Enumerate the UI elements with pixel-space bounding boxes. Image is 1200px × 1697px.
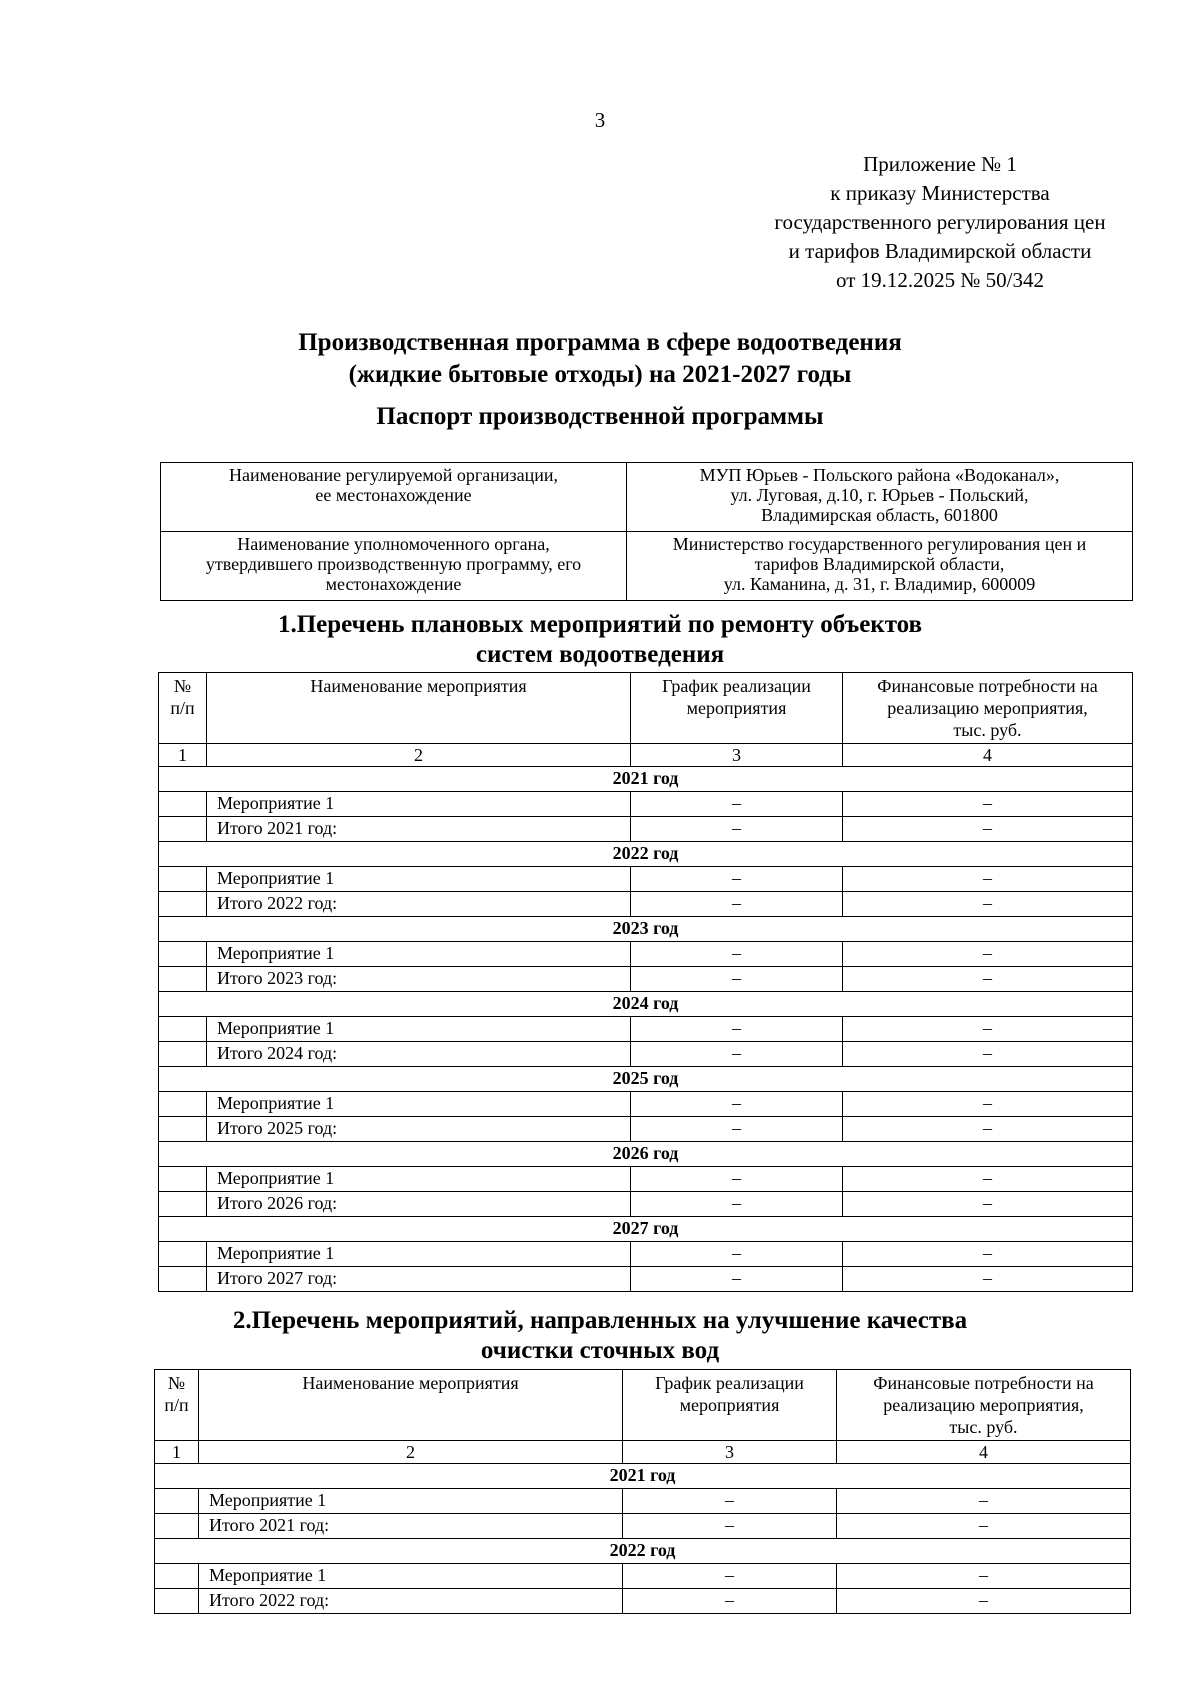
header-schedule-line: График реализации	[655, 1373, 804, 1393]
row-schedule-cell: –	[631, 817, 843, 842]
row-num-cell	[155, 1589, 199, 1614]
section2-title	[0, 1306, 1200, 1366]
row-num-cell	[159, 1242, 207, 1267]
passport-label-cell	[161, 463, 627, 532]
row-num-cell	[159, 1267, 207, 1292]
row-finance-cell: –	[843, 867, 1133, 892]
header-num-line: №	[173, 676, 192, 696]
year-cell: 2026 год	[159, 1142, 1133, 1167]
passport-value-line: ул. Луговая, д.10, г. Юрьев - Польский,	[730, 485, 1029, 505]
row-finance-cell: –	[837, 1564, 1131, 1589]
section1-table	[158, 672, 1133, 1292]
table-row	[155, 1589, 1131, 1614]
row-name-cell: Итого 2026 год:	[207, 1192, 631, 1217]
row-name-cell: Мероприятие 1	[207, 1017, 631, 1042]
table-row	[159, 1192, 1133, 1217]
row-num-cell	[159, 1042, 207, 1067]
row-num-cell	[159, 942, 207, 967]
row-schedule-cell: –	[631, 1117, 843, 1142]
year-row	[159, 1067, 1133, 1092]
row-schedule-cell: –	[631, 1192, 843, 1217]
passport-value-line: МУП Юрьев - Польского района «Водоканал»,	[699, 465, 1060, 485]
row-name-cell: Итого 2021 год:	[199, 1514, 623, 1539]
row-schedule-cell: –	[631, 1242, 843, 1267]
table-row	[159, 942, 1133, 967]
column-number-cell: 3	[631, 744, 843, 767]
passport-label-cell	[161, 532, 627, 601]
year-row	[159, 1217, 1133, 1242]
passport-row	[161, 532, 1133, 601]
appendix-line: от 19.12.2025 № 50/342	[835, 268, 1045, 292]
row-finance-cell: –	[843, 967, 1133, 992]
column-numbers-row	[159, 744, 1133, 767]
header-name-cell: Наименование мероприятия	[207, 673, 631, 744]
table-row	[155, 1514, 1131, 1539]
passport-value-line: Министерство государственного регулирования цен и	[672, 534, 1087, 554]
year-row	[159, 917, 1133, 942]
year-cell: 2025 год	[159, 1067, 1133, 1092]
row-finance-cell: –	[843, 1267, 1133, 1292]
header-finance-cell	[843, 673, 1133, 744]
table-header-row	[159, 673, 1133, 744]
header-finance-line: тыс. руб.	[949, 1417, 1018, 1437]
header-finance-line: Финансовые потребности на	[873, 1373, 1094, 1393]
row-name-cell: Итого 2025 год:	[207, 1117, 631, 1142]
passport-row	[161, 463, 1133, 532]
row-name-cell: Итого 2022 год:	[199, 1589, 623, 1614]
row-num-cell	[155, 1514, 199, 1539]
year-cell: 2022 год	[155, 1539, 1131, 1564]
row-schedule-cell: –	[631, 892, 843, 917]
row-finance-cell: –	[843, 1117, 1133, 1142]
appendix-line: и тарифов Владимирской области	[788, 239, 1092, 263]
row-schedule-cell: –	[631, 1042, 843, 1067]
document-title	[0, 327, 1200, 391]
table-row	[159, 792, 1133, 817]
passport-value-cell	[627, 463, 1133, 532]
passport-value-cell	[627, 532, 1133, 601]
row-finance-cell: –	[843, 1167, 1133, 1192]
passport-title: Паспорт производственной программы	[376, 403, 824, 430]
appendix-line: государственного регулирования цен	[774, 210, 1106, 234]
row-finance-cell: –	[843, 1192, 1133, 1217]
row-num-cell	[155, 1489, 199, 1514]
row-schedule-cell: –	[631, 942, 843, 967]
table-row	[155, 1564, 1131, 1589]
row-num-cell	[155, 1564, 199, 1589]
row-finance-cell: –	[843, 1242, 1133, 1267]
column-number-cell: 2	[199, 1441, 623, 1464]
section1-title-line: 1.Перечень плановых мероприятий по ремонту объектов	[277, 611, 923, 638]
row-num-cell	[159, 967, 207, 992]
passport-label-line: Наименование уполномоченного органа,	[237, 534, 550, 554]
row-name-cell: Мероприятие 1	[199, 1564, 623, 1589]
passport-label-line: ее местонахождение	[315, 485, 472, 505]
section2-title-line: очистки сточных вод	[480, 1337, 720, 1364]
row-num-cell	[159, 1017, 207, 1042]
appendix-line: Приложение № 1	[863, 152, 1017, 176]
appendix-line: к приказу Министерства	[830, 181, 1050, 205]
year-row	[159, 842, 1133, 867]
row-num-cell	[159, 892, 207, 917]
passport-value-line: тарифов Владимирской области,	[754, 554, 1005, 574]
row-schedule-cell: –	[623, 1564, 837, 1589]
table-row	[159, 1267, 1133, 1292]
row-finance-cell: –	[843, 892, 1133, 917]
column-number-cell: 4	[843, 744, 1133, 767]
table-row	[159, 1092, 1133, 1117]
column-number-cell: 4	[837, 1441, 1131, 1464]
header-finance-line: тыс. руб.	[953, 720, 1022, 740]
header-schedule-cell	[631, 673, 843, 744]
column-number-cell: 1	[155, 1441, 199, 1464]
year-row	[159, 767, 1133, 792]
row-finance-cell: –	[837, 1589, 1131, 1614]
table-row	[159, 867, 1133, 892]
row-name-cell: Итого 2024 год:	[207, 1042, 631, 1067]
header-finance-line: Финансовые потребности на	[877, 676, 1098, 696]
row-finance-cell: –	[843, 817, 1133, 842]
row-name-cell: Итого 2023 год:	[207, 967, 631, 992]
row-schedule-cell: –	[631, 867, 843, 892]
document-title-line: Производственная программа в сфере водоотведения	[298, 329, 902, 356]
header-schedule-cell	[623, 1370, 837, 1441]
header-num-cell	[155, 1370, 199, 1441]
section1-title-line: систем водоотведения	[475, 641, 725, 668]
year-cell: 2024 год	[159, 992, 1133, 1017]
row-name-cell: Мероприятие 1	[207, 1167, 631, 1192]
header-num-line: №	[167, 1373, 186, 1393]
year-row	[155, 1539, 1131, 1564]
table-row	[159, 1167, 1133, 1192]
row-schedule-cell: –	[631, 1092, 843, 1117]
section1-title	[0, 610, 1200, 670]
passport-label-line: Наименование регулируемой организации,	[228, 465, 558, 485]
row-schedule-cell: –	[631, 1167, 843, 1192]
row-name-cell: Мероприятие 1	[207, 867, 631, 892]
section2-title-line: 2.Перечень мероприятий, направленных на улучшение качества	[232, 1307, 968, 1334]
row-num-cell	[159, 792, 207, 817]
table-row	[159, 967, 1133, 992]
row-name-cell: Мероприятие 1	[207, 1092, 631, 1117]
document-title-line: (жидкие бытовые отходы) на 2021-2027 годы	[348, 361, 852, 388]
row-finance-cell: –	[843, 1017, 1133, 1042]
year-cell: 2021 год	[159, 767, 1133, 792]
table-row	[159, 1242, 1133, 1267]
header-schedule-line: мероприятия	[686, 698, 787, 718]
row-name-cell: Итого 2022 год:	[207, 892, 631, 917]
row-num-cell	[159, 867, 207, 892]
header-finance-cell	[837, 1370, 1131, 1441]
passport-label-line: утвердившего производственную программу, его	[205, 554, 582, 574]
row-num-cell	[159, 1092, 207, 1117]
row-name-cell: Мероприятие 1	[207, 942, 631, 967]
year-row	[159, 1142, 1133, 1167]
header-num-line: п/п	[164, 1395, 189, 1415]
section2-table	[154, 1369, 1131, 1614]
row-name-cell: Мероприятие 1	[207, 1242, 631, 1267]
page-number: 3	[594, 108, 606, 132]
year-row	[159, 992, 1133, 1017]
row-schedule-cell: –	[623, 1514, 837, 1539]
column-numbers-row	[155, 1441, 1131, 1464]
header-num-cell	[159, 673, 207, 744]
passport-value-line: ул. Каманина, д. 31, г. Владимир, 600009	[723, 574, 1036, 594]
row-name-cell: Итого 2027 год:	[207, 1267, 631, 1292]
appendix-block	[740, 150, 1140, 295]
header-name-cell: Наименование мероприятия	[199, 1370, 623, 1441]
table-row	[159, 1117, 1133, 1142]
table-row	[155, 1489, 1131, 1514]
year-cell: 2027 год	[159, 1217, 1133, 1242]
row-schedule-cell: –	[631, 1017, 843, 1042]
header-finance-line: реализацию мероприятия,	[887, 698, 1088, 718]
year-cell: 2023 год	[159, 917, 1133, 942]
row-finance-cell: –	[843, 942, 1133, 967]
row-num-cell	[159, 817, 207, 842]
column-number-cell: 2	[207, 744, 631, 767]
row-schedule-cell: –	[623, 1589, 837, 1614]
row-num-cell	[159, 1167, 207, 1192]
header-schedule-line: мероприятия	[679, 1395, 780, 1415]
table-row	[159, 817, 1133, 842]
column-number-cell: 1	[159, 744, 207, 767]
passport-value-line: Владимирская область, 601800	[761, 505, 998, 525]
header-finance-line: реализацию мероприятия,	[883, 1395, 1084, 1415]
header-num-line: п/п	[170, 698, 195, 718]
row-num-cell	[159, 1117, 207, 1142]
row-schedule-cell: –	[631, 792, 843, 817]
row-finance-cell: –	[837, 1514, 1131, 1539]
passport-table	[160, 462, 1133, 601]
row-finance-cell: –	[843, 792, 1133, 817]
year-cell: 2021 год	[155, 1464, 1131, 1489]
year-cell: 2022 год	[159, 842, 1133, 867]
year-row	[155, 1464, 1131, 1489]
row-finance-cell: –	[843, 1042, 1133, 1067]
row-schedule-cell: –	[631, 967, 843, 992]
table-row	[159, 1017, 1133, 1042]
row-finance-cell: –	[837, 1489, 1131, 1514]
table-row	[159, 1042, 1133, 1067]
column-number-cell: 3	[623, 1441, 837, 1464]
header-schedule-line: График реализации	[662, 676, 811, 696]
row-name-cell: Итого 2021 год:	[207, 817, 631, 842]
row-schedule-cell: –	[631, 1267, 843, 1292]
passport-label-line: местонахождение	[325, 574, 462, 594]
row-name-cell: Мероприятие 1	[207, 792, 631, 817]
row-schedule-cell: –	[623, 1489, 837, 1514]
row-finance-cell: –	[843, 1092, 1133, 1117]
table-row	[159, 892, 1133, 917]
row-name-cell: Мероприятие 1	[199, 1489, 623, 1514]
row-num-cell	[159, 1192, 207, 1217]
table-header-row	[155, 1370, 1131, 1441]
